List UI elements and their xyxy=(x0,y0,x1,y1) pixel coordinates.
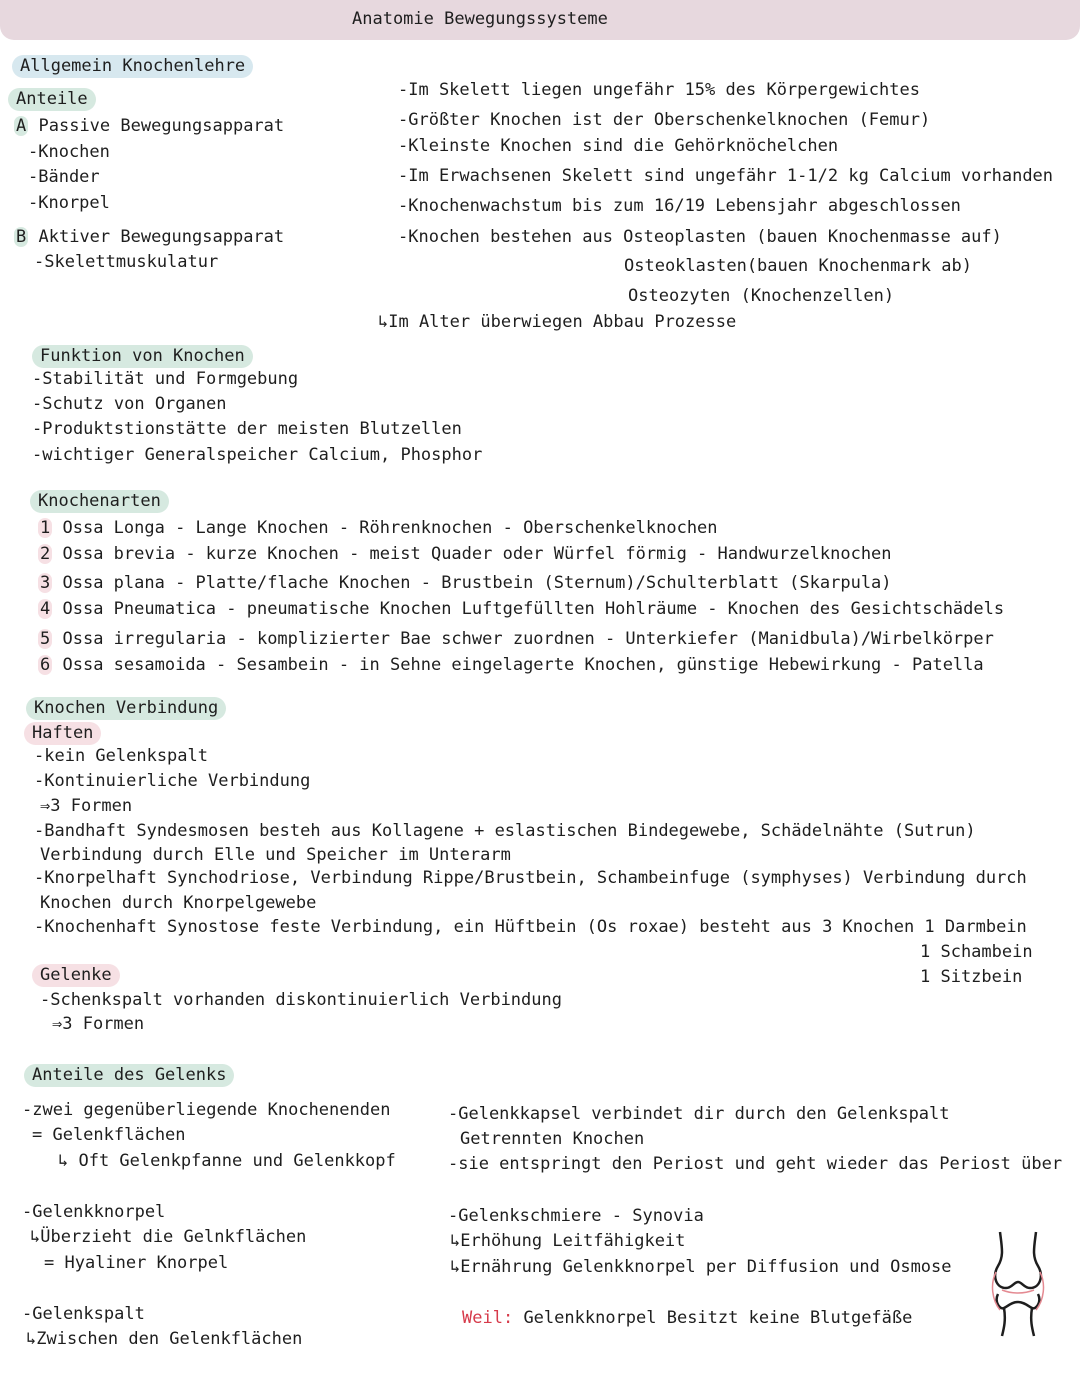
fact-line: Osteozyten (Knochenzellen) xyxy=(628,286,895,306)
function-item: -Schutz von Organen xyxy=(32,394,227,414)
type-item: 1 Ossa Longa - Lange Knochen - Röhrenknochen - Oberschenkelknochen xyxy=(40,518,718,538)
page-title: Anatomie Bewegungssysteme xyxy=(352,9,608,29)
section-heading-function: Funktion von Knochen xyxy=(32,345,253,368)
connection-line: ⇒3 Formen xyxy=(40,796,133,816)
type-item: 4 Ossa Pneumatica - pneumatische Knochen Luftgefüllten Hohlräume - Knochen des Gesichtschädels xyxy=(40,599,1005,619)
joint-left-line: -Gelenkknorpel xyxy=(22,1202,166,1222)
function-item: -wichtiger Generalspeicher Calcium, Phosphor xyxy=(32,445,483,465)
knee-joint-icon xyxy=(990,1228,1046,1340)
connection-line: Knochen durch Knorpelgewebe xyxy=(40,893,317,913)
connection-line: 1 Schambein xyxy=(920,942,1033,962)
fact-line: -Kleinste Knochen sind die Gehörknöchelchen xyxy=(398,136,839,156)
fact-line: Osteoklasten(bauen Knochenmark ab) xyxy=(624,256,972,276)
connection-line: -Kontinuierliche Verbindung xyxy=(34,771,311,791)
joint-note: Weil: Gelenkknorpel Besitzt keine Blutgefäße xyxy=(462,1308,913,1328)
connection-line: -kein Gelenkspalt xyxy=(34,746,208,766)
passive-item: -Knorpel xyxy=(28,193,110,213)
section-heading-general: Allgemein Knochenlehre xyxy=(12,55,253,78)
joint-left-line: ↳Zwischen den Gelenkflächen xyxy=(26,1329,303,1349)
joint-right-line: ↳Erhöhung Leitfähigkeit xyxy=(450,1231,686,1251)
joint-right-line: Getrennten Knochen xyxy=(460,1129,645,1149)
fact-line: -Knochen bestehen aus Osteoplasten (bauen Knochenmasse auf) xyxy=(398,227,1002,247)
fact-line: -Größter Knochen ist der Oberschenkelknochen (Femur) xyxy=(398,110,931,130)
fact-line: -Im Erwachsenen Skelett sind ungefähr 1-1/2 kg Calcium vorhanden xyxy=(398,166,1054,186)
joint-right-line: -sie entspringt den Periost und geht wieder das Periost über xyxy=(448,1154,1063,1174)
function-item: -Produktstionstätte der meisten Blutzellen xyxy=(32,419,462,439)
connection-line: Verbindung durch Elle und Speicher im Unterarm xyxy=(40,845,511,865)
joint-right-line: -Gelenkkapsel verbindet dir durch den Gelenkspalt xyxy=(448,1104,950,1124)
joint-left-line: ↳ Oft Gelenkpfanne und Gelenkkopf xyxy=(58,1151,396,1171)
section-heading-types: Knochenarten xyxy=(30,490,169,513)
joint-left-line: -zwei gegenüberliegende Knochenenden xyxy=(22,1100,391,1120)
connection-line: 1 Sitzbein xyxy=(920,967,1023,987)
haften-heading: Haften xyxy=(24,722,101,745)
gelenke-line: -Schenkspalt vorhanden diskontinuierlich Verbindung xyxy=(40,990,562,1010)
type-item: 6 Ossa sesamoida - Sesambein - in Sehne eingelagerte Knochen, günstige Hebewirkung - Patella xyxy=(40,655,984,675)
fact-line: ↳Im Alter überwiegen Abbau Prozesse xyxy=(378,312,737,332)
connection-line: -Knorpelhaft Synchodriose, Verbindung Rippe/Brustbein, Schambeinfuge (symphyses) Verbindung durch xyxy=(34,868,1027,888)
joint-right-line: ↳Ernährung Gelenkknorpel per Diffusion und Osmose xyxy=(450,1257,952,1277)
passive-title: A Passive Bewegungsapparat xyxy=(16,116,285,136)
joint-left-line: = Gelenkflächen xyxy=(32,1125,186,1145)
fact-line: -Knochenwachstum bis zum 16/19 Lebensjahr abgeschlossen xyxy=(398,196,961,216)
parts-heading: Anteile xyxy=(8,88,96,111)
active-title: B Aktiver Bewegungsapparat xyxy=(16,227,285,247)
type-item: 3 Ossa plana - Platte/flache Knochen - Brustbein (Sternum)/Schulterblatt (Skarpula) xyxy=(40,573,892,593)
type-item: 2 Ossa brevia - kurze Knochen - meist Quader oder Würfel förmig - Handwurzelknochen xyxy=(40,544,892,564)
active-item: -Skelettmuskulatur xyxy=(34,252,219,272)
joint-left-line: ↳Überzieht die Gelnkflächen xyxy=(30,1227,307,1247)
gelenke-line: ⇒3 Formen xyxy=(52,1014,145,1034)
joint-right-line: -Gelenkschmiere - Synovia xyxy=(448,1206,704,1226)
connection-line: -Knochenhaft Synostose feste Verbindung, ein Hüftbein (Os roxae) besteht aus 3 Knochen 1 Darmbein xyxy=(34,917,1027,937)
function-item: -Stabilität und Formgebung xyxy=(32,369,299,389)
section-heading-joint-parts: Anteile des Gelenks xyxy=(24,1064,234,1087)
joint-left-line: = Hyaliner Knorpel xyxy=(44,1253,229,1273)
connection-line: -Bandhaft Syndesmosen besteh aus Kollagene + eslastischen Bindegewebe, Schädelnähte (Sutrun) xyxy=(34,821,976,841)
joint-left-line: -Gelenkspalt xyxy=(22,1304,145,1324)
type-item: 5 Ossa irregularia - komplizierter Bae schwer zuordnen - Unterkiefer (Manidbula)/Wirbelkörper xyxy=(40,629,994,649)
section-heading-connection: Knochen Verbindung xyxy=(26,697,226,720)
passive-item: -Knochen xyxy=(28,142,110,162)
fact-line: -Im Skelett liegen ungefähr 15% des Körpergewichtes xyxy=(398,80,920,100)
passive-item: -Bänder xyxy=(28,167,100,187)
gelenke-heading: Gelenke xyxy=(32,964,120,987)
